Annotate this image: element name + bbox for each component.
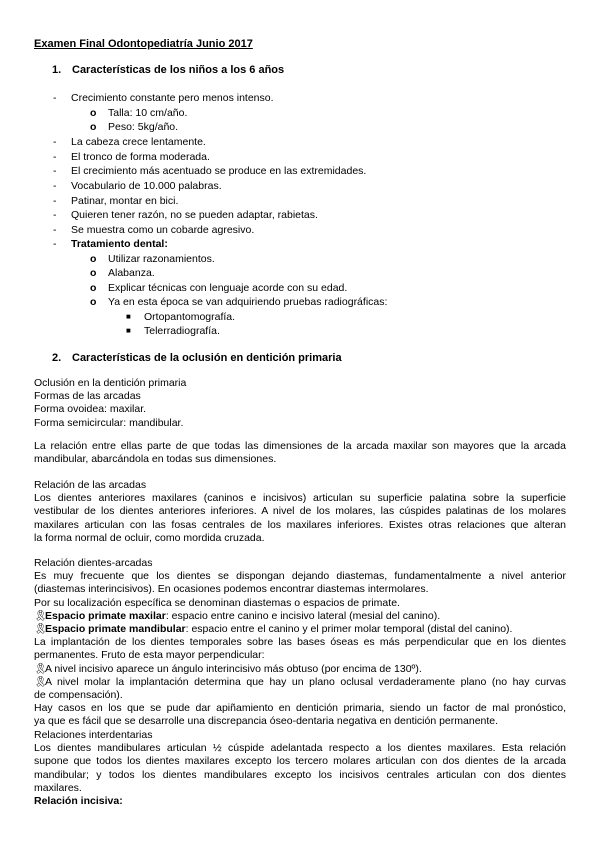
subsection-title: Relación de las arcadas bbox=[34, 479, 147, 491]
dash-bullet: - bbox=[53, 209, 57, 221]
o-bullet: o bbox=[90, 253, 97, 265]
section-1-heading bbox=[52, 64, 284, 76]
square-bullet: ■ bbox=[126, 312, 131, 321]
arcadas-section: Relación de las arcadas Los dientes anteriores maxilares (caninos e incisivos) articulan su superficie palatina sobre la superficie vestibular de los dientes anteriores inferiores. A nivel de los molares, las cúspides palatinas de los molares maxilares articulan con las fosas centrales de los maxilares inferiores. Existes otras relaciones que alteran la forma normal de ocluir, como mordida cruzada. bbox=[34, 479, 566, 544]
o-bullet: o bbox=[90, 282, 97, 294]
dash-bullet: - bbox=[53, 195, 57, 207]
o-bullet: o bbox=[90, 107, 97, 119]
incisal-relation-title: Relación incisiva: bbox=[34, 795, 123, 808]
section-1-number: 1. bbox=[52, 64, 62, 76]
o-bullet: o bbox=[90, 296, 97, 308]
dash-bullet: - bbox=[53, 224, 57, 236]
ribbon-icon: 🎗 bbox=[34, 623, 48, 636]
section-2-number: 2. bbox=[52, 352, 62, 364]
document-page: Examen Final Odontopediatría Junio 2017 1. Características de los niños a los 6 años - Crecimiento constante pero menos intenso. o Talla: 10 cm/año. o Peso: 5kg/año. - La cabeza crece lentamente. - El tronco de forma moderada. - El crecimiento más acentuado se produce en las extremidades. - Vocabulario de 10.000 palabras. - Patinar, montar en bici. - Quieren tener razón, no se pueden adaptar, rabietas. - Se muestra como un cobarde agresivo. - Tratamiento dental: o Utilizar razonamientos. o Alabanza. o Explicar técnicas con lenguaje acorde con su edad. o Ya en esta época se van adquiriendo pruebas radiográficas: ■ Ortopantomografía. ■ Telerradiografía. 2. Características de la oclusión en dentición primaria Oclusión en la dentición primaria Formas de las arcadas Forma ovoidea: maxilar. Forma semicircular: mandibular. La relación entre ellas parte de que todas las dimensiones de la arcada maxilar son mayores que la arcada mandibular, abarcándola en todas sus dimensiones. Relación de las arcadas Los dientes anteriores maxilares (caninos e incisivos) articulan su superficie palatina sobre la superficie vestibular de los dientes anteriores inferiores. A nivel de los molares, las cúspides palatinas de los molares maxilares articulan con las fosas centrales de los maxilares inferiores. Existes otras relaciones que alteran la forma normal de ocluir, como mordida cruzada. Relación dientes-arcadas Es muy frecuente que los dientes se dispongan dejando diastemas, fundamentalmente a nivel anterior (diastemas interincisivos). En ocasiones podemos encontrar diastemas intermolares. Por su localización específica se denominan diastemas o espacios de primate. 🎗Espacio primate maxilar: espacio entre canino e incisivo lateral (mesial del canino). 🎗Espacio primate mandibular: espacio entre el canino y el primer molar temporal (distal del canino). La implantación de los dientes temporales sobre las bases óseas es más perpendicular que en los dientes permanentes. Fruto de esta mayor perpendicular: 🎗A nivel incisivo aparece un ángulo interincisivo más obtuso (por encima de 130º). 🎗A nivel molar la implantación determina que hay un plano oclusal verdaderamente plano (no hay curvas de compensación). Hay casos en los que se pude dar apiñamiento en dentición primaria, siendo un factor de mal pronóstico, ya que es fácil que se desarrolle una discrepancia óseo-dentaria negativa en dentición permanente. Relaciones interdentarias Los dientes mandibulares articulan ½ cúspide adelantada respecto a los dientes maxilares. Esta relación supone que todos los dientes maxilares excepto los tercero molares articulan con dos dientes de la arcada mandibular; y todos los dientes mandibulares excepto los incisivos centrales articulan con dos dientes maxilares. Relación incisiva: bbox=[34, 38, 566, 808]
section-2-heading bbox=[52, 352, 342, 364]
dash-bullet: - bbox=[53, 180, 57, 192]
treatment-heading: Tratamiento dental: bbox=[71, 238, 168, 250]
primate-maxilar-line: 🎗Espacio primate maxilar: espacio entre canino e incisivo lateral (mesial del canino). bbox=[34, 609, 441, 622]
dash-bullet: - bbox=[53, 238, 57, 250]
ribbon-icon: 🎗 bbox=[34, 609, 48, 622]
incisive-note: 🎗A nivel incisivo aparece un ángulo interincisivo más obtuso (por encima de 130º). bbox=[34, 662, 422, 675]
dientes-arcadas-section: Relación dientes-arcadas Es muy frecuente que los dientes se dispongan dejando diastemas, fundamentalmente a nivel anterior (diastemas interincisivos). En ocasiones podemos encontrar diastemas intermolares. Por su localización específica se denominan diastemas o espacios de primate. 🎗Espacio primate maxilar: espacio entre canino e incisivo lateral (mesial del canino). 🎗Espacio primate mandibular: espacio entre el canino y el primer molar temporal (distal del canino). La implantación de los dientes temporales sobre las bases óseas es más perpendicular que en los dientes permanentes. Fruto de esta mayor perpendicular: 🎗A nivel incisivo aparece un ángulo interincisivo más obtuso (por encima de 130º). 🎗A nivel molar la implantación determina que hay un plano oclusal verdaderamente plano (no hay curvas de compensación). Hay casos en los que se pude dar apiñamiento en dentición primaria, siendo un factor de mal pronóstico, ya que es fácil que se desarrolle una discrepancia óseo-dentaria negativa en dentición permanente. bbox=[34, 557, 566, 728]
section-2-title: Características de la oclusión en dentición primaria bbox=[72, 352, 342, 364]
document-title: Examen Final Odontopediatría Junio 2017 bbox=[34, 38, 253, 50]
dash-bullet: - bbox=[53, 151, 57, 163]
arch-relation-paragraph: La relación entre ellas parte de que todas las dimensiones de la arcada maxilar son mayores que la arcada mandibular, abarcándola en todas sus dimensiones. bbox=[34, 440, 566, 466]
molar-note: 🎗A nivel molar la implantación determina que hay un plano oclusal verdaderamente plano (no hay curvas bbox=[34, 675, 566, 688]
subsection-title: Relaciones interdentarias bbox=[34, 729, 153, 741]
o-bullet: o bbox=[90, 121, 97, 133]
dash-bullet: - bbox=[53, 136, 57, 148]
subsection-title: Relación dientes-arcadas bbox=[34, 557, 153, 569]
ribbon-icon: 🎗 bbox=[34, 675, 48, 688]
dash-bullet: - bbox=[53, 165, 57, 177]
ribbon-icon: 🎗 bbox=[34, 662, 48, 675]
o-bullet: o bbox=[90, 267, 97, 279]
primate-mandibular-line: 🎗Espacio primate mandibular: espacio entre el canino y el primer molar temporal (distal del canino). bbox=[34, 623, 513, 636]
arch-forms-block: Oclusión en la dentición primaria Formas de las arcadas Forma ovoidea: maxilar. Forma semicircular: mandibular. bbox=[34, 377, 187, 429]
interdentarias-section: Relaciones interdentarias Los dientes mandibulares articulan ½ cúspide adelantada respecto a los dientes maxilares. Esta relación supone que todos los dientes maxilares excepto los tercero molares articulan con dos dientes de la arcada mandibular; y todos los dientes mandibulares excepto los incisivos centrales articulan con dos dientes maxilares. Relación incisiva: bbox=[34, 729, 566, 808]
section-1-title: Características de los niños a los 6 años bbox=[72, 64, 285, 76]
square-bullet: ■ bbox=[126, 326, 131, 335]
dash-bullet: - bbox=[53, 92, 57, 104]
